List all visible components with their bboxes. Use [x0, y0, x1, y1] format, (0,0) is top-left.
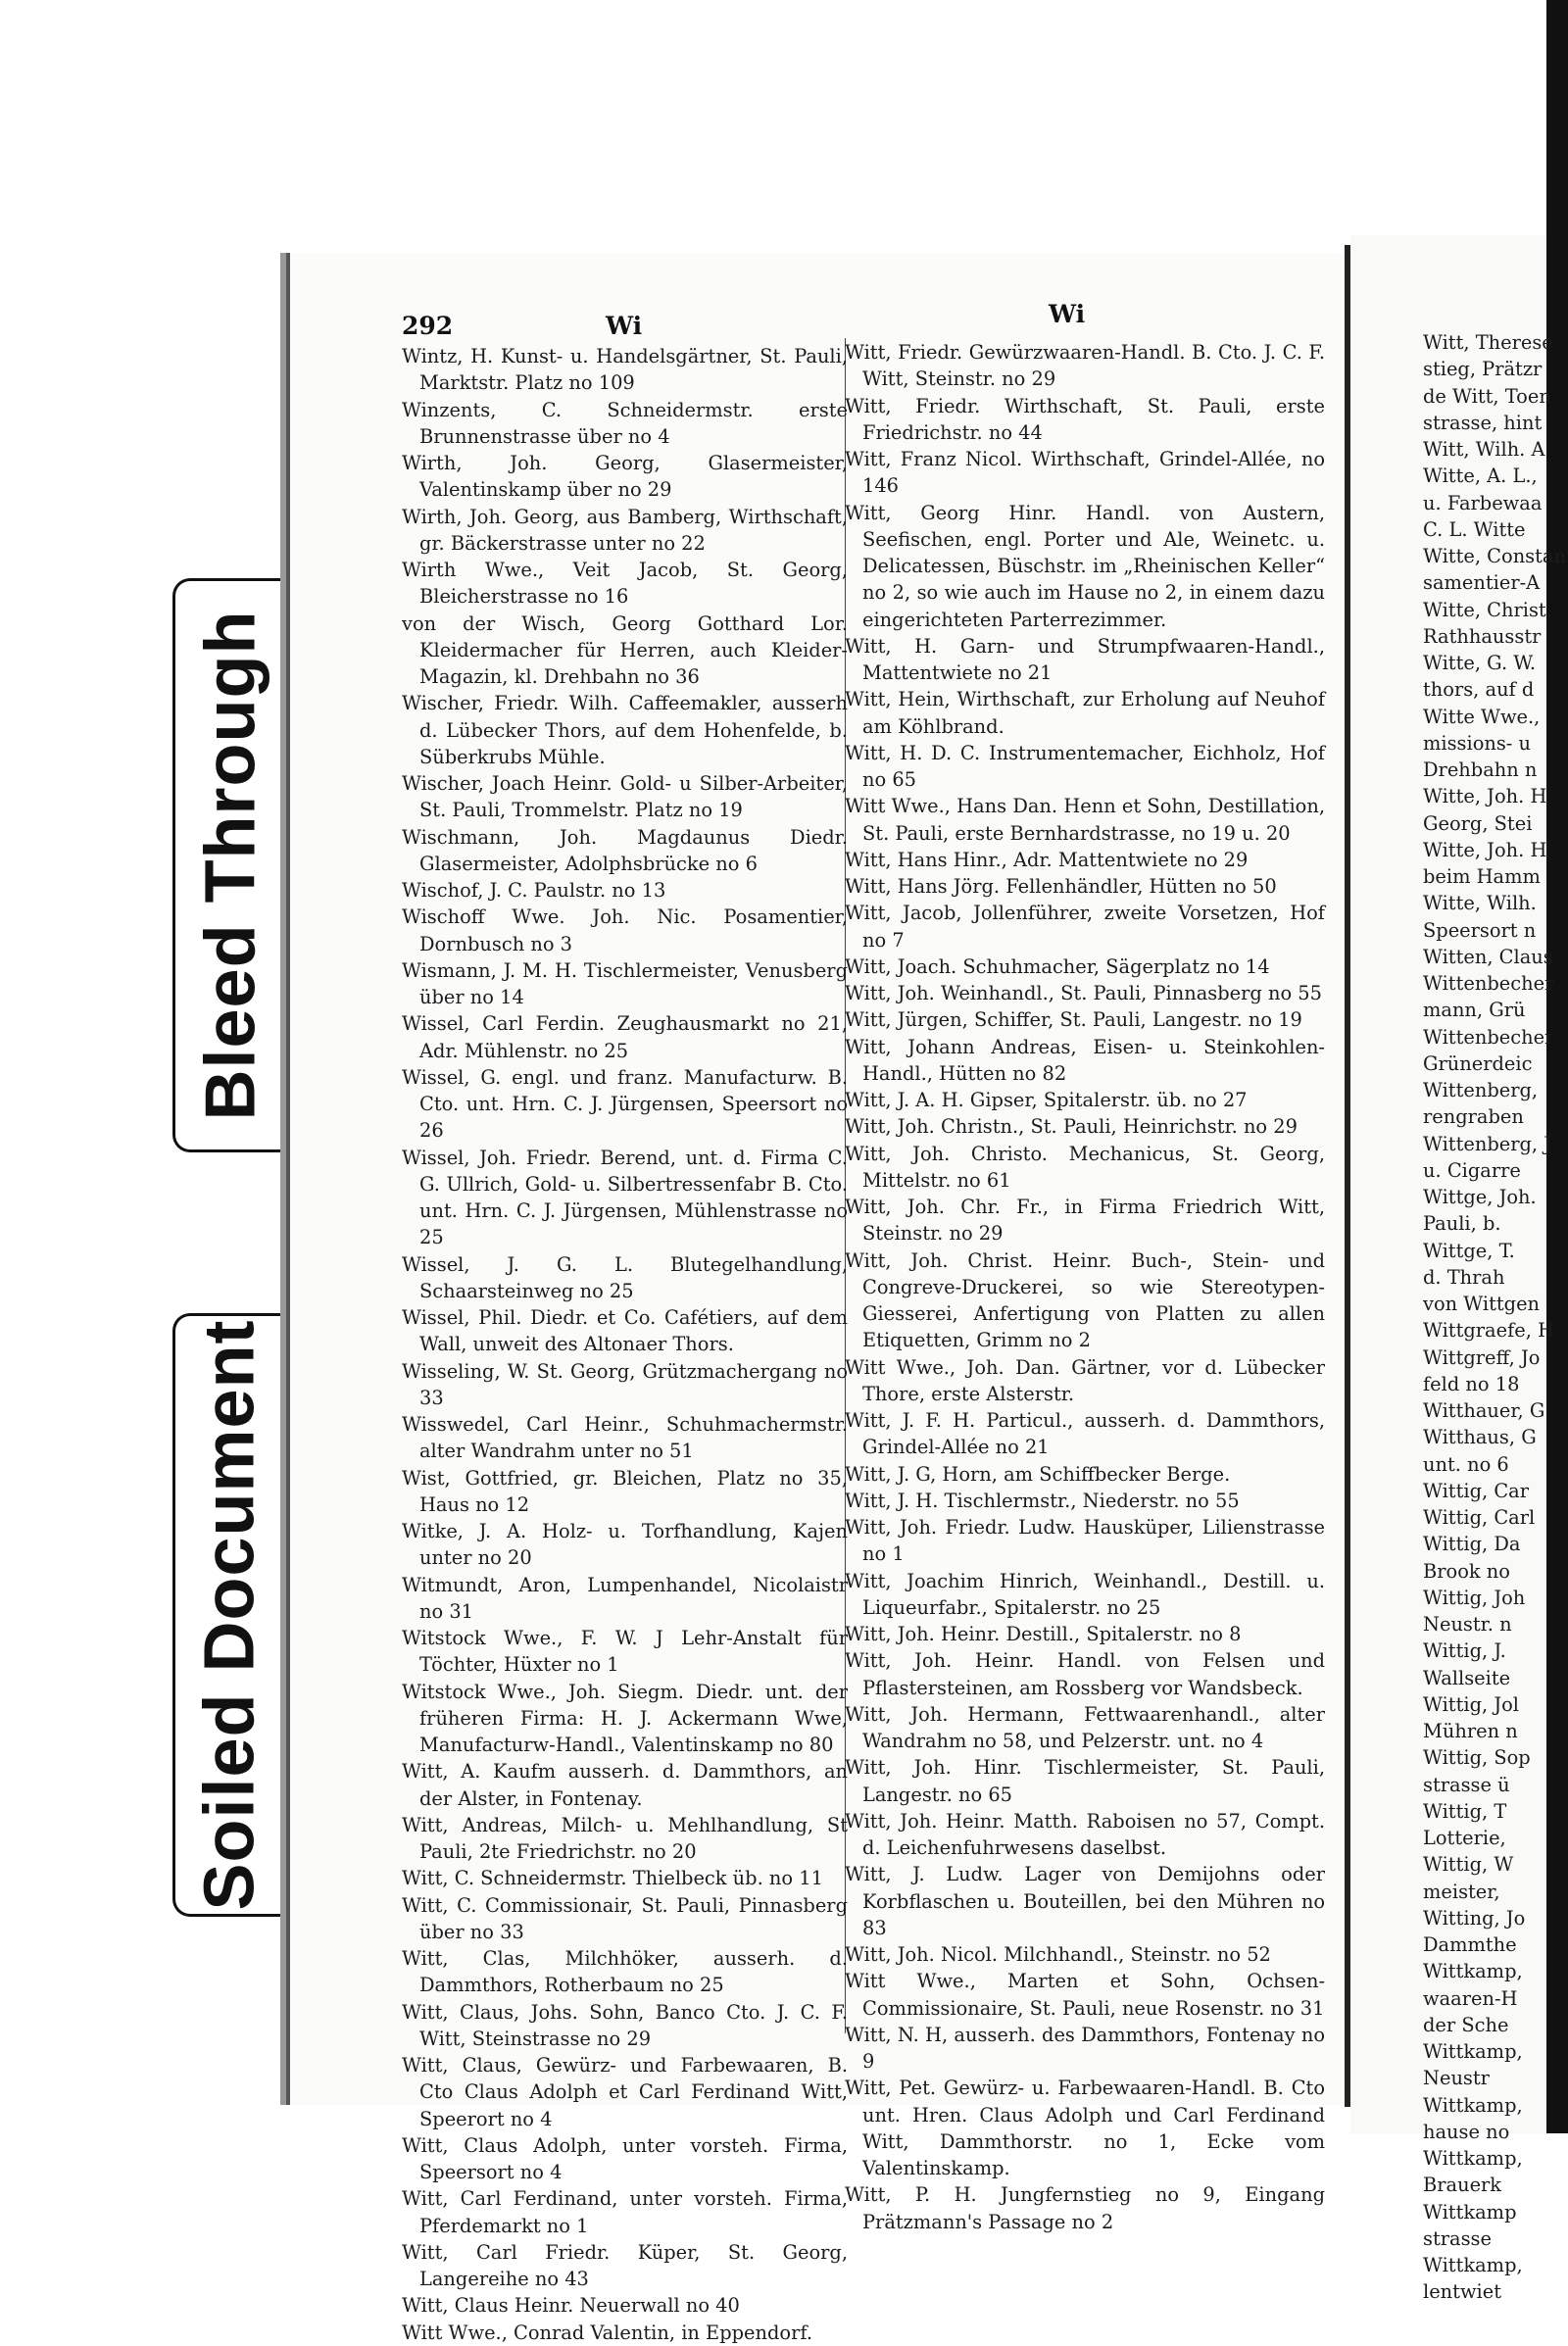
directory-entry: Lotterie, — [1423, 1827, 1506, 1849]
directory-entry: Witt, Joh. Christ. Heinr. Buch-, Stein- und Congreve-Druckerei, so wie Stereotypen-Giesserei, Anfertigung von Platten zu allen Etiquetten, Grimm no 2 — [845, 1248, 1325, 1352]
directory-entry: Witte, Joh. H — [1423, 838, 1547, 861]
directory-entry: Wissel, J. G. L. Blutegelhandlung, Schaarsteinweg no 25 — [402, 1252, 848, 1302]
directory-entry: Wischof, J. C. Paulstr. no 13 — [402, 879, 666, 902]
directory-entry: Wittig, J. — [1423, 1639, 1506, 1663]
directory-entry: Witt, Hein, Wirthschaft, zur Erholung auf Neuhof am Köhlbrand. — [845, 688, 1325, 738]
directory-entry: rengraben — [1423, 1105, 1524, 1129]
directory-entry: Witt, J. Ludw. Lager von Demijohns oder Korbflaschen u. Bouteillen, bei den Mühren no 83 — [845, 1863, 1325, 1939]
left-column — [402, 343, 848, 2346]
directory-entry: Witt, Joh. Heinr. Matth. Raboisen no 57, Compt. d. Leichenfuhrwesens daselbst. — [845, 1809, 1325, 1859]
right-column-heading: Wi — [1049, 300, 1086, 328]
directory-entry: Witt, Jacob, Jollenführer, zweite Vorsetzen, Hof no 7 — [845, 902, 1325, 952]
directory-entry: Wittgreff, Jo — [1423, 1345, 1541, 1369]
directory-entry: Witt, Friedr. Wirthschaft, St. Pauli, erste Friedrichstr. no 44 — [845, 394, 1325, 444]
directory-entry: Witt, C. Schneidermstr. Thielbeck üb. no 11 — [402, 1867, 823, 1890]
directory-entry: Witt, Joach. Schuhmacher, Sägerplatz no 14 — [845, 954, 1270, 978]
directory-entry: Witt, J. A. H. Gipser, Spitalerstr. üb. no 27 — [845, 1089, 1248, 1111]
directory-entry: Witt, Joachim Hinrich, Weinhandl., Destill. u. Liqueurfabr., Spitalerstr. no 25 — [845, 1569, 1325, 1619]
directory-entry: Drehbahn n — [1423, 758, 1538, 781]
directory-entry: Witstock Wwe., Joh. Siegm. Diedr. unt. der früheren Firma: H. J. Ackermann Wwe, Manufacturw-Handl., Valentinskamp no 80 — [402, 1680, 848, 1756]
directory-entry: Wintz, H. Kunst- u. Handelsgärtner, St. Pauli, Marktstr. Platz no 109 — [402, 345, 848, 395]
directory-entry: Brook no — [1423, 1559, 1510, 1583]
directory-entry: Witt, Georg Hinr. Handl. von Austern, Seefischen, engl. Porter und Ale, Weinetc. u. Delicatessen, Büschstr. im „Rheinischen Keller“ no 2, so wie auch im Hause no 2, in einem dazu eingerichteten Parterrezimmer. — [845, 501, 1325, 631]
directory-entry: Witt, J. H. Tischlermstr., Niederstr. no 55 — [845, 1489, 1240, 1512]
directory-entry: mann, Grü — [1423, 999, 1526, 1022]
directory-entry: Winzents, C. Schneidermstr. erste Brunnenstrasse über no 4 — [402, 398, 848, 448]
directory-entry: Wirth, Joh. Georg, aus Bamberg, Wirthschaft, gr. Bäckerstrasse unter no 22 — [402, 505, 848, 555]
directory-entry: Witt, Joh. Nicol. Milchhandl., Steinstr. no 52 — [845, 1943, 1271, 1966]
directory-entry: u. Farbewaa — [1423, 491, 1543, 514]
directory-entry: Speersort n — [1423, 918, 1537, 942]
directory-entry: Wissel, G. engl. und franz. Manufacturw. B. Cto. unt. Hrn. C. J. Jürgensen, Speersort no 26 — [402, 1065, 848, 1143]
directory-entry: Wismann, J. M. H. Tischlermeister, Venusberg über no 14 — [402, 958, 848, 1008]
directory-entry: missions- u — [1423, 731, 1532, 755]
directory-entry: Wissel, Carl Ferdin. Zeughausmarkt no 21, Adr. Mühlenstr. no 25 — [402, 1012, 848, 1062]
directory-entry: Brauerk — [1423, 2174, 1502, 2197]
directory-entry: Neustr — [1423, 2067, 1490, 2090]
directory-entry: Witt, Hans Jörg. Fellenhändler, Hütten no 50 — [845, 875, 1277, 898]
directory-entry: Witt Wwe., Marten et Sohn, Ochsen-Commissionaire, St. Pauli, neue Rosenstr. no 31 — [845, 1970, 1325, 2020]
directory-entry: Witt, Claus Adolph, unter vorsteh. Firma, Speersort no 4 — [402, 2133, 848, 2183]
tab-bleed-through — [172, 578, 285, 1152]
directory-entry: samentier-A — [1423, 571, 1541, 595]
next-page-column — [1423, 329, 1568, 2306]
left-column-heading: Wi — [606, 312, 643, 340]
directory-entry: feld no 18 — [1423, 1372, 1520, 1395]
directory-entry: Witt, Joh. Hinr. Tischlermeister, St. Pauli, Langestr. no 65 — [845, 1756, 1325, 1806]
directory-entry: Wist, Gottfried, gr. Bleichen, Platz no 35, Haus no 12 — [402, 1466, 848, 1516]
directory-entry: Wittenbecher — [1423, 1025, 1554, 1049]
directory-entry: Witt, Pet. Gewürz- u. Farbewaaren-Handl. B. Cto unt. Hren. Claus Adolph und Carl Ferdinand Witt, Dammthorstr. no 1, Ecke vom Valentinskamp. — [845, 2077, 1325, 2179]
directory-entry: u. Cigarre — [1423, 1158, 1521, 1182]
directory-entry: Witt, Andreas, Milch- u. Mehlhandlung, St Pauli, 2te Friedrichstr. no 20 — [402, 1813, 848, 1863]
directory-entry: Dammthe — [1423, 1933, 1517, 1956]
directory-entry: Wittig, Car — [1423, 1479, 1529, 1502]
directory-entry: Witt, Carl Ferdinand, unter vorsteh. Firma, Pferdemarkt no 1 — [402, 2187, 848, 2237]
directory-entry: Witt, Claus, Johs. Sohn, Banco Cto. J. C. F. Witt, Steinstrasse no 29 — [402, 2000, 848, 2050]
directory-entry: Wischer, Joach Heinr. Gold- u Silber-Arbeiter, St. Pauli, Trommelstr. Platz no 19 — [402, 772, 848, 822]
directory-entry: Witmundt, Aron, Lumpenhandel, Nicolaistr no 31 — [402, 1573, 848, 1623]
directory-entry: Witt Wwe., Conrad Valentin, in Eppendorf. — [402, 2321, 812, 2344]
directory-entry: Witt Wwe., Hans Dan. Henn et Sohn, Destillation, St. Pauli, erste Bernhardstrasse, no 19 u. 20 — [845, 795, 1325, 845]
directory-entry: Wittig, Joh — [1423, 1586, 1526, 1609]
directory-entry: Witte, Joh. H — [1423, 785, 1547, 808]
directory-entry: Witt, Joh. Christo. Mechanicus, St. Georg, Mittelstr. no 61 — [845, 1142, 1325, 1192]
directory-entry: Wittkamp, — [1423, 2093, 1523, 2117]
directory-entry: Wittenberg, J — [1423, 1132, 1552, 1155]
tab-soiled-document-label: Soiled Document — [191, 1319, 270, 1911]
directory-entry: Witt, C. Commissionair, St. Pauli, Pinnasberg über no 33 — [402, 1893, 848, 1943]
directory-entry: stieg, Prätzr — [1423, 358, 1543, 381]
directory-entry: Witt, N. H, ausserh. des Dammthors, Fontenay no 9 — [845, 2023, 1325, 2073]
directory-entry: Georg, Stei — [1423, 811, 1533, 835]
directory-entry: Witt, Franz Nicol. Wirthschaft, Grindel-Allée, no 146 — [845, 448, 1325, 498]
middle-column — [845, 339, 1325, 2235]
directory-entry: Wittkamp, — [1423, 1960, 1523, 1983]
directory-entry: Wittkamp — [1423, 2200, 1517, 2224]
directory-entry: Witt, Joh. Chr. Fr., in Firma Friedrich Witt, Steinstr. no 29 — [845, 1196, 1325, 1246]
directory-entry: C. L. Witte — [1423, 517, 1526, 541]
directory-entry: Witt, Joh. Heinr. Handl. von Felsen und Pflastersteinen, am Rossberg vor Wandsbeck. — [845, 1649, 1325, 1699]
directory-entry: Witt, H. D. C. Instrumentemacher, Eichholz, Hof no 65 — [845, 741, 1325, 791]
directory-entry: Witt, Wilh. A — [1423, 438, 1545, 461]
directory-entry: Witte, Constan — [1423, 545, 1566, 567]
directory-entry: Rathhausstr — [1423, 624, 1542, 648]
directory-entry: Witt, Claus Heinr. Neuerwall no 40 — [402, 2294, 740, 2318]
directory-entry: strasse — [1423, 2226, 1492, 2250]
directory-entry: strasse ü — [1423, 1773, 1510, 1796]
directory-entry: Witt, Friedr. Gewürzwaaren-Handl. B. Cto. J. C. F. Witt, Steinstr. no 29 — [845, 341, 1325, 391]
directory-entry: Witt, H. Garn- und Strumpfwaaren-Handl., Mattentwiete no 21 — [845, 634, 1325, 684]
directory-entry: Wissel, Phil. Diedr. et Co. Cafétiers, auf dem Wall, unweit des Altonaer Thors. — [402, 1306, 848, 1356]
directory-entry: Wischmann, Joh. Magdaunus Diedr. Glasermeister, Adolphsbrücke no 6 — [402, 825, 848, 875]
directory-entry: Wisswedel, Carl Heinr., Schuhmachermstr. alter Wandrahm unter no 51 — [402, 1413, 848, 1463]
directory-entry: Wittge, Joh. — [1423, 1186, 1537, 1208]
directory-entry: Witt, Joh. Hermann, Fettwaarenhandl., alter Wandrahm no 58, und Pelzerstr. unt. no 4 — [845, 1702, 1325, 1752]
directory-entry: Witstock Wwe., F. W. J Lehr-Anstalt für Töchter, Hüxter no 1 — [402, 1627, 848, 1677]
directory-entry: Witte, A. L., — [1423, 464, 1538, 488]
directory-entry: unt. no 6 — [1423, 1452, 1509, 1476]
directory-entry: Witt, Joh. Heinr. Destill., Spitalerstr. no 8 — [845, 1623, 1242, 1645]
directory-entry: Wirth, Joh. Georg, Glasermeister, Valentinskamp über no 29 — [402, 452, 848, 502]
directory-entry: Wirth Wwe., Veit Jacob, St. Georg, Bleicherstrasse no 16 — [402, 559, 848, 609]
directory-entry: Wallseite — [1423, 1666, 1511, 1689]
directory-entry: Witthauer, G — [1423, 1399, 1545, 1422]
directory-entry: Wittig, Jol — [1423, 1692, 1519, 1716]
tab-soiled-document — [172, 1313, 285, 1917]
directory-entry: Wittig, Sop — [1423, 1746, 1531, 1770]
directory-entry: strasse, hint — [1423, 411, 1543, 434]
directory-entry: Wittkamp, — [1423, 2254, 1523, 2276]
directory-entry: Wittge, T. — [1423, 1239, 1515, 1262]
directory-entry: Witten, Claus — [1423, 945, 1553, 968]
directory-entry: Witt, Joh. Friedr. Ludw. Hausküper, Lilienstrasse no 1 — [845, 1516, 1325, 1566]
directory-entry: Witting, Jo — [1423, 1906, 1526, 1930]
directory-entry: Wittenberg, — [1423, 1079, 1539, 1101]
directory-entry: Wittenbecher — [1423, 972, 1554, 995]
directory-entry: Wischoff Wwe. Joh. Nic. Posamentier, Dornbusch no 3 — [402, 905, 848, 955]
directory-entry: Witt, Clas, Milchhöker, ausserh. d. Dammthors, Rotherbaum no 25 — [402, 1947, 848, 1997]
directory-entry: Witt, J. F. H. Particul., ausserh. d. Dammthors, Grindel-Allée no 21 — [845, 1409, 1325, 1459]
directory-entry: Witke, J. A. Holz- u. Torfhandlung, Kajen unter no 20 — [402, 1520, 848, 1570]
tab-bleed-through-label: Bleed Through — [191, 610, 270, 1121]
directory-entry: Witt, Carl Friedr. Küper, St. Georg, Langereihe no 43 — [402, 2240, 848, 2290]
directory-entry: Wissel, Joh. Friedr. Berend, unt. d. Firma C. G. Ullrich, Gold- u. Silbertressenfabr B. Cto. unt. Hrn. C. J. Jürgensen, Mühlenstrasse no 25 — [402, 1146, 848, 1249]
directory-entry: lentwiet — [1423, 2280, 1502, 2304]
directory-entry: von Wittgen — [1423, 1293, 1541, 1315]
directory-entry: Witt, A. Kaufm ausserh. d. Dammthors, an der Alster, in Fontenay. — [402, 1760, 848, 1810]
directory-entry: Wittkamp, — [1423, 2147, 1523, 2170]
directory-entry: Wittkamp, — [1423, 2040, 1523, 2063]
directory-entry: de Witt, Toen — [1423, 384, 1551, 408]
directory-entry: Wittgraefe, H — [1423, 1319, 1554, 1343]
directory-entry: von der Wisch, Georg Gotthard Lor. Kleidermacher für Herren, auch Kleider-Magazin, kl. Drehbahn no 36 — [402, 611, 848, 688]
directory-entry: thors, auf d — [1423, 678, 1535, 702]
directory-entry: d. Thrah — [1423, 1265, 1505, 1289]
directory-entry: Wisseling, W. St. Georg, Grützmachergang no 33 — [402, 1359, 848, 1409]
directory-entry: beim Hamm — [1423, 865, 1541, 888]
directory-entry: Wittig, T — [1423, 1799, 1507, 1823]
page-number: 292 — [402, 312, 454, 340]
directory-entry: Wittig, Carl — [1423, 1506, 1536, 1529]
directory-entry: Witte Wwe., — [1423, 705, 1541, 728]
directory-entry: Witte, Christ. — [1423, 598, 1552, 621]
directory-entry: Witt Wwe., Joh. Dan. Gärtner, vor d. Lübecker Thore, erste Alsterstr. — [845, 1355, 1325, 1405]
directory-entry: Wittig, Da — [1423, 1533, 1521, 1556]
directory-entry: der Sche — [1423, 2013, 1509, 2036]
directory-entry: Grünerdeic — [1423, 1051, 1533, 1075]
directory-entry: Wischer, Friedr. Wilh. Caffeemakler, ausserh d. Lübecker Thors, auf dem Hohenfelde, b. Süberkrubs Mühle. — [402, 692, 848, 768]
directory-entry: Witte, G. W. — [1423, 652, 1537, 674]
directory-entry: Witt, Hans Hinr., Adr. Mattentwiete no 29 — [845, 848, 1249, 871]
directory-entry: meister, — [1423, 1880, 1500, 1903]
directory-entry: Witt, Joh. Christn., St. Pauli, Heinrichstr. no 29 — [845, 1115, 1298, 1139]
directory-entry: Witt, Claus, Gewürz- und Farbewaaren, B. Cto Claus Adolph et Carl Ferdinand Witt, Speerort no 4 — [402, 2054, 848, 2130]
directory-entry: Wittig, W — [1423, 1853, 1514, 1877]
directory-entry: Witthaus, G — [1423, 1426, 1537, 1449]
directory-entry: Mühren n — [1423, 1720, 1518, 1742]
directory-entry: Neustr. n — [1423, 1613, 1512, 1636]
directory-entry: Witt, Johann Andreas, Eisen- u. Steinkohlen-Handl., Hütten no 82 — [845, 1035, 1325, 1085]
directory-entry: Pauli, b. — [1423, 1212, 1501, 1236]
directory-entry: Witt, J. G, Horn, am Schiffbecker Berge. — [845, 1462, 1231, 1486]
directory-entry: hause no — [1423, 2120, 1510, 2143]
directory-entry: Witt, Jürgen, Schiffer, St. Pauli, Langestr. no 19 — [845, 1008, 1302, 1032]
directory-entry: Witt, Therese — [1423, 331, 1553, 354]
directory-entry: Witte, Wilh. — [1423, 892, 1537, 915]
directory-entry: waaren-H — [1423, 1986, 1518, 2010]
directory-entry: Witt, Joh. Weinhandl., St. Pauli, Pinnasberg no 55 — [845, 982, 1322, 1004]
directory-entry: Witt, P. H. Jungfernstieg no 9, Eingang Prätzmann's Passage no 2 — [845, 2183, 1325, 2233]
